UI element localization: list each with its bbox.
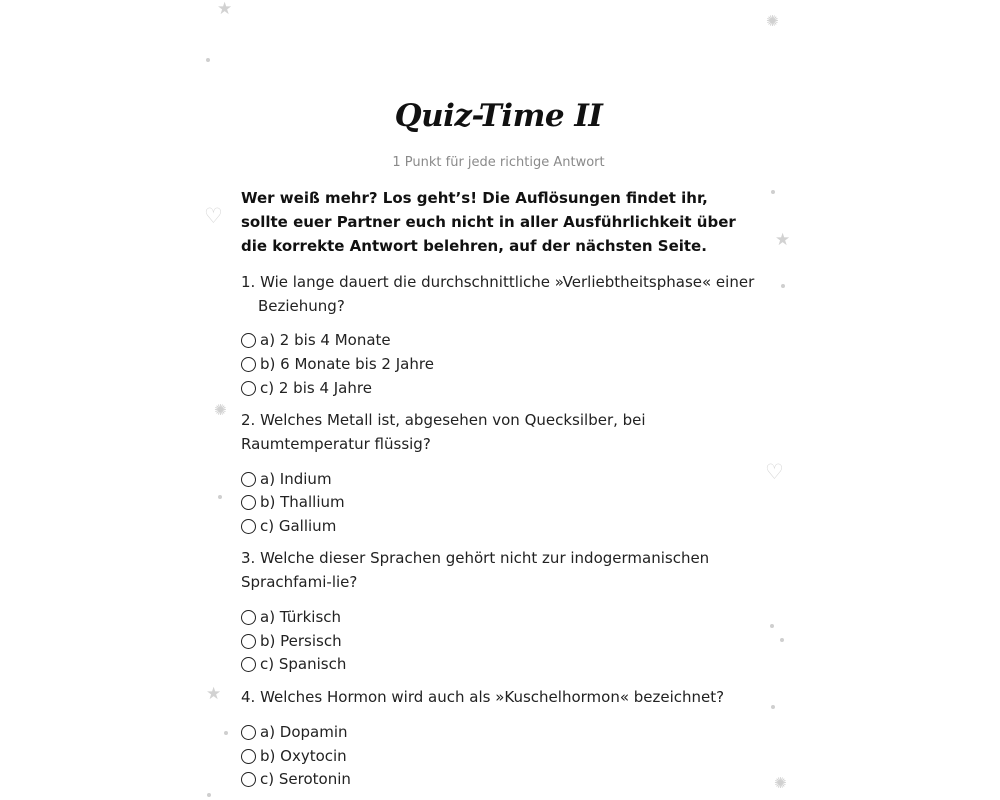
dot-icon bbox=[780, 638, 784, 642]
dot-icon bbox=[207, 793, 211, 797]
dot-icon bbox=[781, 284, 785, 288]
option-3c[interactable] bbox=[241, 653, 346, 675]
option-3b[interactable] bbox=[241, 630, 342, 652]
option-1b[interactable] bbox=[241, 353, 434, 375]
option-label: b) Thallium bbox=[260, 493, 345, 511]
star-icon: ★ bbox=[217, 0, 233, 19]
heart-icon: ♡ bbox=[204, 204, 223, 228]
option-4a[interactable] bbox=[241, 721, 348, 743]
option-1c[interactable] bbox=[241, 377, 372, 399]
question-1-text: 1. Wie lange dauert die durchschnittliche »Verliebtheitsphase« einer Beziehung? bbox=[241, 273, 755, 315]
dot-icon bbox=[218, 495, 222, 499]
option-2a[interactable] bbox=[241, 468, 332, 490]
radio-circle-icon[interactable] bbox=[241, 634, 256, 649]
option-1a[interactable] bbox=[241, 329, 391, 351]
option-label: c) Gallium bbox=[260, 517, 337, 535]
page-subtitle: 1 Punkt für jede richtige Antwort bbox=[392, 155, 605, 170]
question-3-text: 3. Welche dieser Sprachen gehört nicht zur indogermanischen Sprachfami-lie? bbox=[241, 549, 710, 591]
radio-circle-icon[interactable] bbox=[241, 725, 256, 740]
radio-circle-icon[interactable] bbox=[241, 749, 256, 764]
option-label: b) Oxytocin bbox=[260, 747, 347, 765]
intro-paragraph: Wer weiß mehr? Los geht’s! Die Auflösungen findet ihr, sollte euer Partner euch nicht in aller Ausführlichkeit über die korrekte Antwort belehren, auf der nächsten Seite. bbox=[241, 189, 736, 255]
radio-circle-icon[interactable] bbox=[241, 772, 256, 787]
option-4b[interactable] bbox=[241, 745, 347, 767]
radio-circle-icon[interactable] bbox=[241, 519, 256, 534]
option-label: c) 2 bis 4 Jahre bbox=[260, 379, 372, 397]
dot-icon bbox=[206, 58, 210, 62]
burst-icon: ✺ bbox=[774, 774, 787, 792]
option-label: b) 6 Monate bis 2 Jahre bbox=[260, 355, 434, 373]
radio-circle-icon[interactable] bbox=[241, 495, 256, 510]
option-label: a) Dopamin bbox=[260, 723, 348, 741]
radio-circle-icon[interactable] bbox=[241, 381, 256, 396]
page-title: Quiz-Time II bbox=[394, 98, 603, 134]
burst-icon: ✺ bbox=[214, 401, 227, 419]
option-label: a) Indium bbox=[260, 470, 332, 488]
option-label: c) Spanisch bbox=[260, 655, 347, 673]
question-4-text: 4. Welches Hormon wird auch als »Kuschelhormon« bezeichnet? bbox=[241, 688, 725, 706]
dot-icon bbox=[224, 731, 228, 735]
star-icon: ★ bbox=[206, 684, 222, 704]
radio-circle-icon[interactable] bbox=[241, 357, 256, 372]
heart-icon: ♡ bbox=[765, 460, 784, 484]
option-2b[interactable] bbox=[241, 491, 345, 513]
burst-icon: ✺ bbox=[766, 12, 779, 30]
option-label: b) Persisch bbox=[260, 632, 342, 650]
radio-circle-icon[interactable] bbox=[241, 610, 256, 625]
option-2c[interactable] bbox=[241, 515, 336, 537]
dot-icon bbox=[771, 190, 775, 194]
option-label: a) Türkisch bbox=[260, 608, 342, 626]
radio-circle-icon[interactable] bbox=[241, 657, 256, 672]
radio-circle-icon[interactable] bbox=[241, 333, 256, 348]
dot-icon bbox=[771, 705, 775, 709]
star-icon: ★ bbox=[775, 230, 791, 250]
radio-circle-icon[interactable] bbox=[241, 472, 256, 487]
dot-icon bbox=[770, 624, 774, 628]
option-label: c) Serotonin bbox=[260, 770, 351, 788]
option-label: a) 2 bis 4 Monate bbox=[260, 331, 391, 349]
option-4c[interactable] bbox=[241, 768, 351, 790]
option-3a[interactable] bbox=[241, 606, 341, 628]
question-2-text: 2. Welches Metall ist, abgesehen von Quecksilber, bei Raumtemperatur flüssig? bbox=[241, 411, 646, 453]
